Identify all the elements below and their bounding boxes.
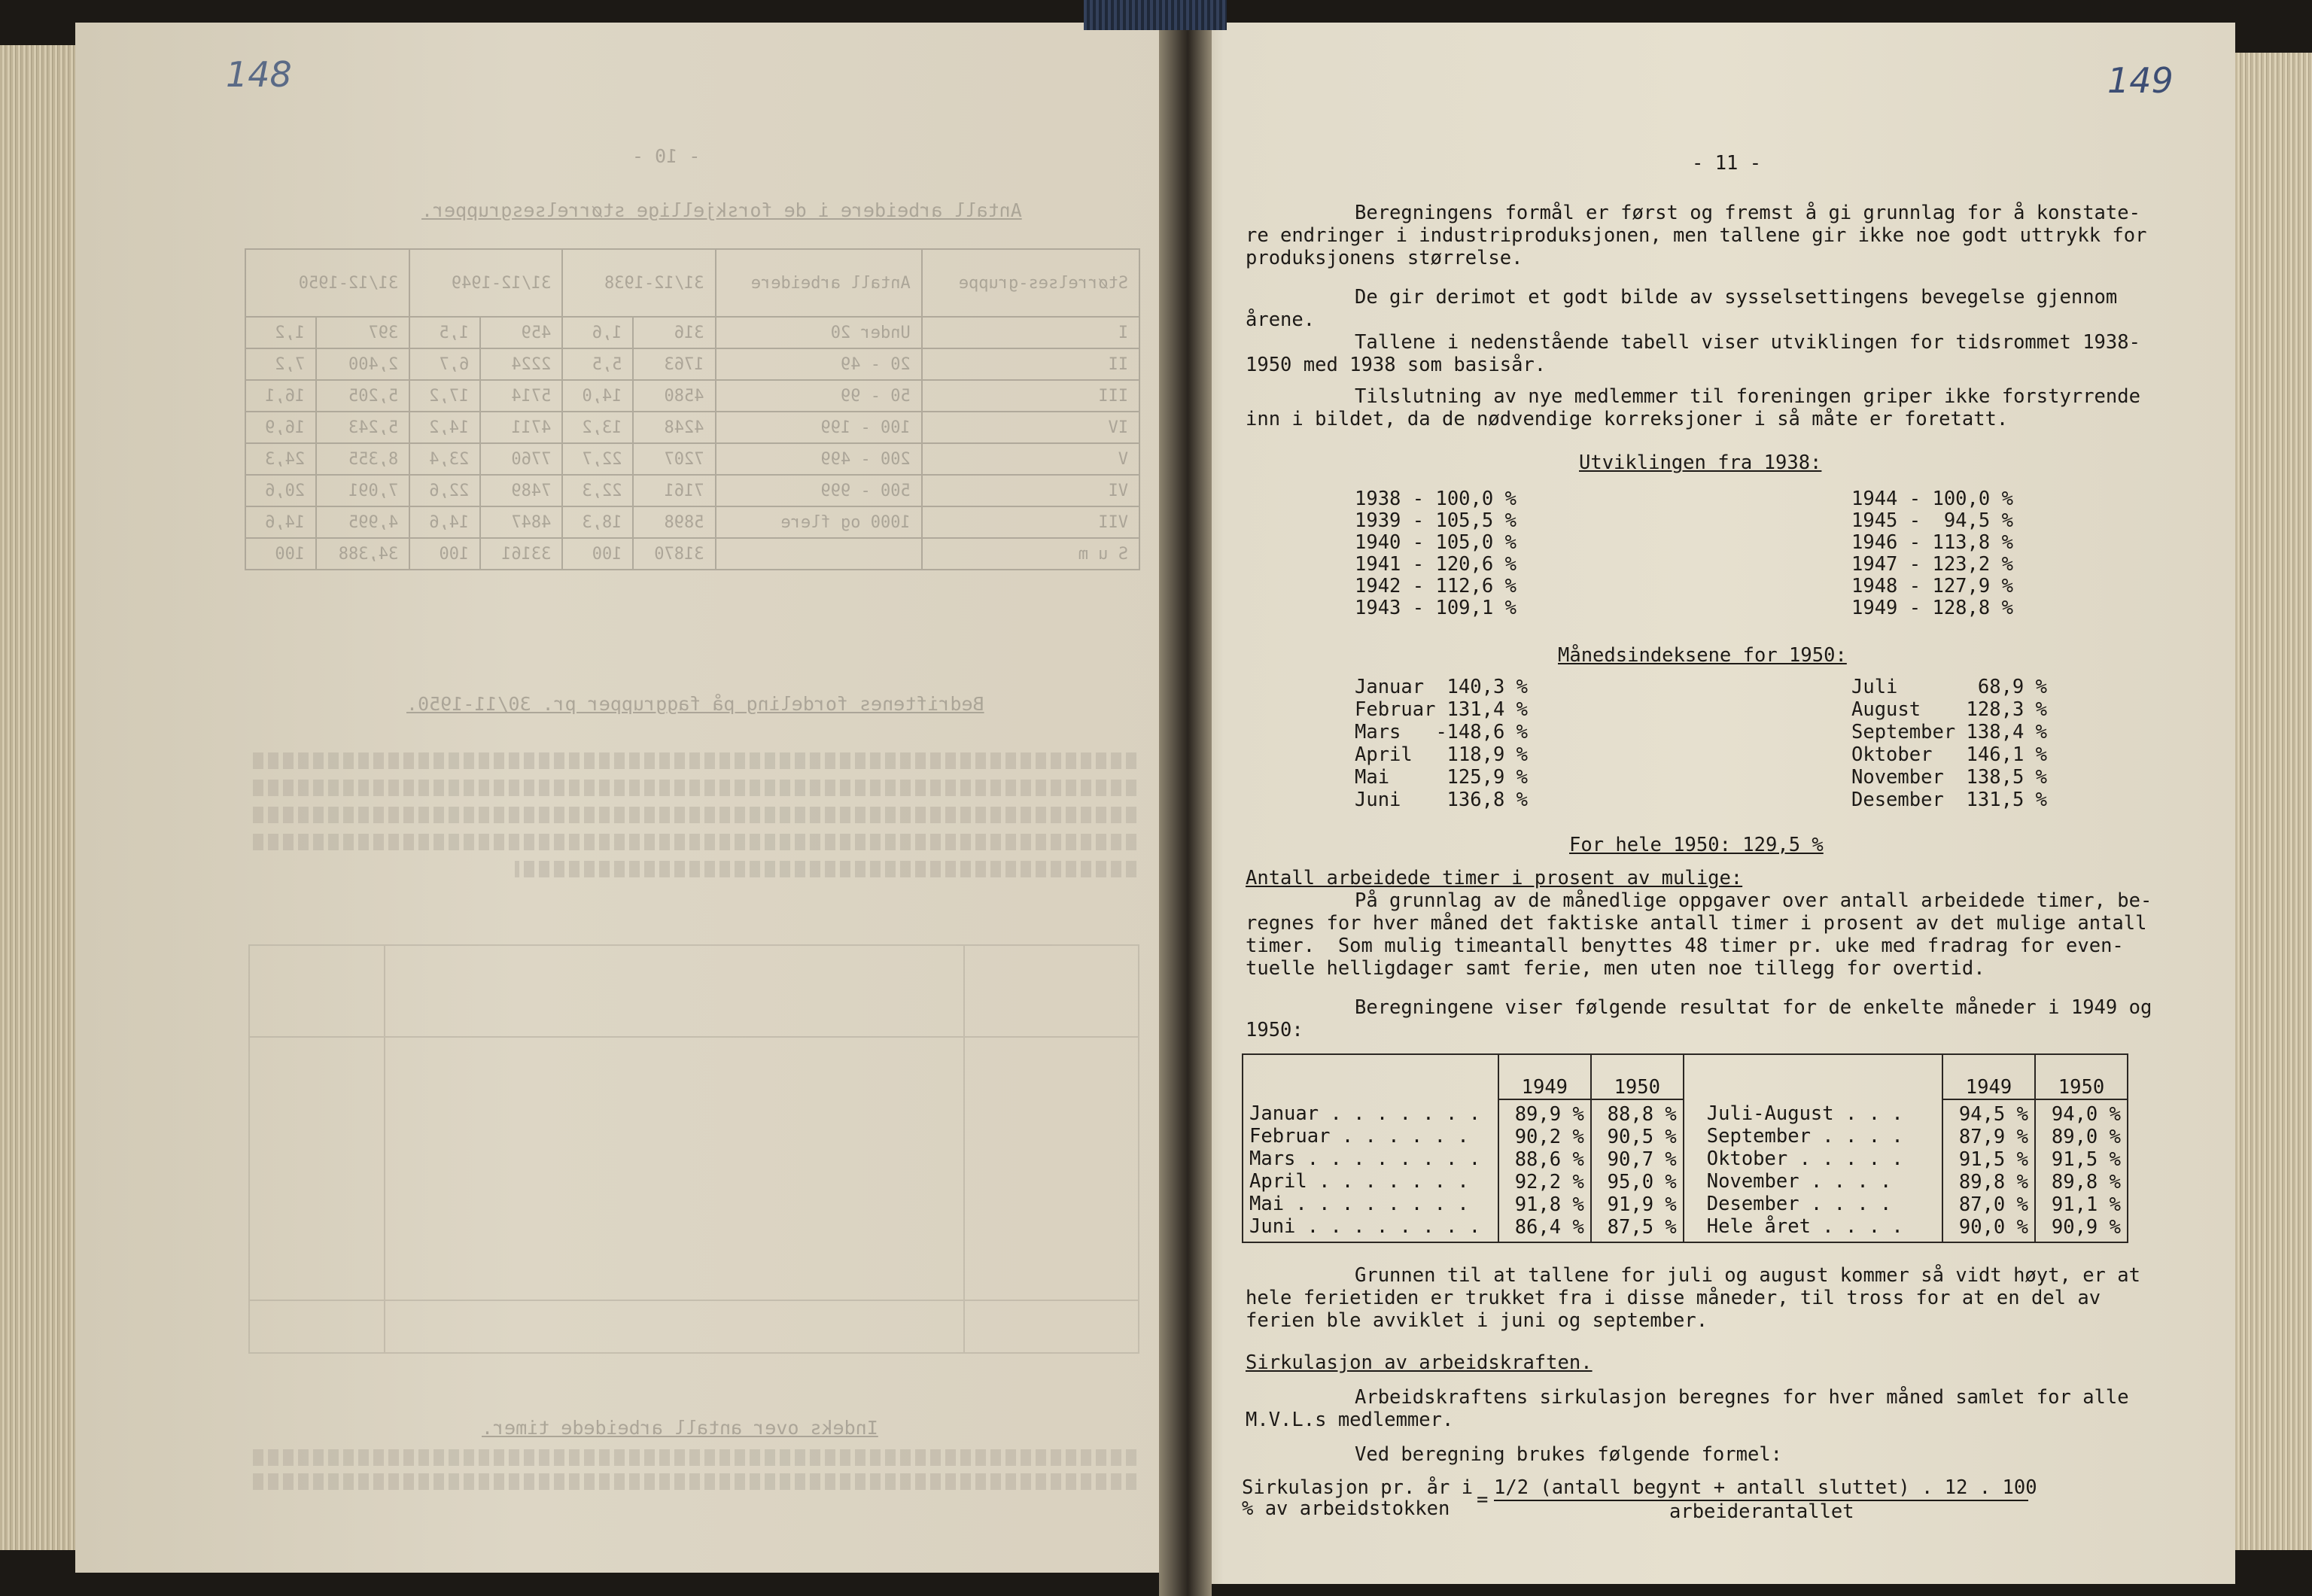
ghost-cell-0-5: 1,5 [409,317,480,348]
monthly-left-value-4: 125,9 % [1447,766,1528,789]
para1-line2: re endringer i industriproduksjonen, men tallene gir ikke noe godt uttrykk for [1246,224,2147,247]
ghost-cell-5-3: 22,3 [562,475,633,506]
table-left-month-1: Februar . . . . . . [1249,1125,1469,1148]
ghost-cell-2-7: 16,1 [245,380,316,412]
para4-line2: inn i bildet, da de nødvendige korreksjoner i så måte er foretatt. [1246,408,2009,430]
monthly-left-value-2: 148,6 % [1447,721,1528,743]
ghost-cell-1-1: 20 - 49 [716,348,922,380]
ghost-cell-1-2: 1763 [633,348,715,380]
left-heading-3: Indeks over antall arbeidede timer. [482,1417,878,1439]
ghost-cell-4-7: 24,3 [245,443,316,475]
para2-line1: De gir derimot et godt bilde av sysselsettingens bevegelse gjennom [1355,286,2118,309]
hours-title: Antall arbeidede timer i prosent av mulige: [1246,867,1743,889]
left-ghost-paragraph-2 [248,1445,1136,1505]
ghost-cell-5-5: 22,6 [409,475,480,506]
ghost-cell-2-6: 5,205 [316,380,409,412]
ghost-header-2: 31/12-1938 [562,249,715,317]
monthly-right-value-5: 131,5 % [1966,789,2047,811]
formula-numerator: 1/2 (antall begynt + antall sluttet) . 12 . 100 [1494,1476,2037,1499]
table-right-month-5: Hele året . . . . [1706,1215,1903,1238]
ghost-cell-6-7: 14,6 [245,506,316,538]
right-page-number: - 11 - [1692,152,1762,175]
ghost-header-4: 31/12-1950 [245,249,409,317]
ghost-cell-6-5: 14,6 [409,506,480,538]
circulation-line2: M.V.L.s medlemmer. [1246,1409,1454,1431]
hours-line1: På grunnlag av de månedlige oppgaver over antall arbeidede timer, be- [1355,889,2152,912]
hours-line3: timer. Som mulig timeantall benyttes 48 timer pr. uke med fradrag for even- [1246,935,2124,957]
table-right-1950-1: 89,0 % [2051,1126,2121,1148]
ghost-cell-2-4: 5714 [480,380,562,412]
ghost-cell-6-1: 1000 og flere [716,506,922,538]
table-left-1950-2: 90,7 % [1607,1148,1677,1171]
ghost-cell-0-2: 316 [633,317,715,348]
ghost-cell-4-4: 7760 [480,443,562,475]
monthly-title: Månedsindeksene for 1950: [1558,644,1847,667]
table-right-1949-5: 90,0 % [1958,1216,2028,1239]
monthly-left-month-1: Februar [1355,698,1436,721]
table-right-1950-2: 91,5 % [2051,1148,2121,1171]
monthly-left-value-5: 136,8 % [1447,789,1528,811]
ghost-cell-3-0: IV [922,412,1139,443]
para3-line1: Tallene i nedenstående tabell viser utviklingen for tidsrommet 1938- [1355,331,2140,354]
hours-results-table [1242,1053,2128,1243]
book-gutter [1159,0,1212,1596]
table-year-1949-left: 1949 [1498,1054,1591,1099]
monthly-left-month-0: Januar [1355,676,1425,698]
table-left-1949-4: 91,8 % [1514,1193,1584,1216]
reason-line2: hele ferietiden er trukket fra i disse måneder, til tross for at en del av [1246,1287,2101,1309]
ghost-cell-7-7: 100 [245,538,316,570]
left-page-number: - 10 - [632,145,701,167]
spine-binding [1084,0,1227,30]
ghost-cell-3-5: 14,2 [409,412,480,443]
table-right-month-0: Juli-August . . . [1706,1102,1903,1125]
reason-line3: ferien ble avviklet i juni og september. [1246,1309,1708,1332]
table-right-1949-3: 89,8 % [1958,1171,2028,1193]
dev-left-row-3: 1941 - 120,6 % [1355,553,1516,576]
ghost-cell-3-7: 16,9 [245,412,316,443]
ghost-cell-2-0: III [922,380,1139,412]
table-right-1950-5: 90,9 % [2051,1216,2121,1239]
dev-right-row-1: 1945 - 94,5 % [1851,509,2013,532]
monthly-right-month-0: Juli [1851,676,1898,698]
ghost-cell-1-5: 6,7 [409,348,480,380]
left-heading-2: Bedriftenes fordeling på faggrupper pr. 30/11-1950. [406,693,984,715]
table-year-1949-right: 1949 [1942,1054,2035,1099]
ghost-cell-6-3: 18,3 [562,506,633,538]
ghost-cell-3-6: 5,243 [316,412,409,443]
dev-right-row-0: 1944 - 100,0 % [1851,488,2013,510]
table-right-1950-4: 91,1 % [2051,1193,2121,1216]
whole-year-index: For hele 1950: 129,5 % [1569,834,1824,856]
monthly-right-value-4: 138,5 % [1966,766,2047,789]
ghost-header-3: 31/12-1949 [409,249,562,317]
ghost-cell-6-4: 4847 [480,506,562,538]
ghost-cell-0-6: 397 [316,317,409,348]
formula-lhs-line2: % av arbeidstokken [1242,1497,1450,1520]
circulation-title: Sirkulasjon av arbeidskraften. [1246,1351,1593,1374]
formula-equals: = [1477,1488,1489,1511]
table-right-1949-2: 91,5 % [1958,1148,2028,1171]
ghost-cell-2-1: 50 - 99 [716,380,922,412]
ghost-cell-7-0: S u m [922,538,1139,570]
ghost-cell-5-6: 7,091 [316,475,409,506]
left-ghost-table [245,248,1140,570]
ghost-cell-4-6: 8,355 [316,443,409,475]
table-left-month-3: April . . . . . . . [1249,1170,1469,1193]
ghost-header-1: Antall arbeidere [716,249,922,317]
formula-intro: Ved beregning brukes følgende formel: [1355,1443,1783,1466]
results-line1: Beregningene viser følgende resultat for de enkelte måneder i 1949 og [1355,996,2152,1019]
ghost-cell-3-3: 13,2 [562,412,633,443]
table-left-1949-3: 92,2 % [1514,1171,1584,1193]
left-heading: Antall arbeidere i de forskjellige størrelsesgrupper. [421,199,1022,221]
ghost-cell-3-4: 4711 [480,412,562,443]
dev-right-row-3: 1947 - 123,2 % [1851,553,2013,576]
table-left-1949-0: 89,9 % [1514,1103,1584,1126]
monthly-right-month-3: Oktober [1851,743,1933,766]
ghost-cell-0-7: 1,2 [245,317,316,348]
ghost-cell-1-7: 7,2 [245,348,316,380]
dev-right-row-2: 1946 - 113,8 % [1851,531,2013,554]
table-left-1949-5: 86,4 % [1514,1216,1584,1239]
monthly-left-value-3: 118,9 % [1447,743,1528,766]
table-left-month-2: Mars . . . . . . . . [1249,1148,1481,1170]
table-right-month-1: September . . . . [1706,1125,1903,1148]
formula-lhs-line1: Sirkulasjon pr. år i [1242,1476,1474,1499]
table-left-1950-5: 87,5 % [1607,1216,1677,1239]
ghost-cell-7-5: 100 [409,538,480,570]
dev-left-row-1: 1939 - 105,5 % [1355,509,1516,532]
ghost-cell-5-7: 20,6 [245,475,316,506]
ghost-cell-7-1 [716,538,922,570]
table-right-1949-1: 87,9 % [1958,1126,2028,1148]
ghost-cell-4-0: V [922,443,1139,475]
ghost-cell-6-0: VII [922,506,1139,538]
ghost-cell-2-5: 17,2 [409,380,480,412]
reason-line1: Grunnen til at tallene for juli og august kommer så vidt høyt, er at [1355,1264,2140,1287]
monthly-right-value-2: 138,4 % [1966,721,2047,743]
monthly-right-value-3: 146,1 % [1966,743,2047,766]
para3-line2: 1950 med 1938 som basisår. [1246,354,1547,376]
formula-denominator: arbeiderantallet [1669,1500,1854,1523]
dev-left-row-5: 1943 - 109,1 % [1355,597,1516,619]
ghost-cell-3-2: 4248 [633,412,715,443]
para4-line1: Tilslutning av nye medlemmer til foreningen griper ikke forstyrrende [1355,385,2140,408]
monthly-right-value-0: 68,9 % [1977,676,2047,698]
ghost-cell-6-6: 4,995 [316,506,409,538]
development-title: Utviklingen fra 1938: [1579,451,1822,474]
left-ghost-paragraph [248,745,1136,918]
dev-left-row-2: 1940 - 105,0 % [1355,531,1516,554]
ghost-cell-2-3: 14,0 [562,380,633,412]
monthly-left-value-0: 140,3 % [1447,676,1528,698]
ghost-cell-5-0: VI [922,475,1139,506]
ghost-cell-5-4: 7489 [480,475,562,506]
table-left-month-4: Mai . . . . . . . . [1249,1193,1469,1215]
ghost-cell-7-3: 100 [562,538,633,570]
para1-line1: Beregningens formål er først og fremst å gi grunnlag for å konstate- [1355,202,2140,224]
monthly-right-month-2: September [1851,721,1956,743]
table-year-1950-left: 1950 [1591,1054,1684,1099]
table-right-1950-3: 89,8 % [2051,1171,2121,1193]
ghost-cell-0-3: 1,6 [562,317,633,348]
dev-right-row-4: 1948 - 127,9 % [1851,575,2013,597]
ghost-cell-7-4: 33161 [480,538,562,570]
hours-line2: regnes for hver måned det faktiske antall timer i prosent av det mulige antall [1246,912,2147,935]
monthly-left-month-3: April [1355,743,1413,766]
table-left-1950-4: 91,9 % [1607,1193,1677,1216]
monthly-right-value-1: 128,3 % [1966,698,2047,721]
table-left-month-0: Januar . . . . . . . [1249,1102,1481,1125]
table-year-1950-right: 1950 [2035,1054,2128,1099]
table-left-month-5: Juni . . . . . . . . [1249,1215,1481,1238]
table-left-1950-3: 95,0 % [1607,1171,1677,1193]
table-right-1949-4: 87,0 % [1958,1193,2028,1216]
ghost-cell-0-0: I [922,317,1139,348]
right-handwritten-page-number: 149 [2107,60,2174,101]
hours-line4: tuelle helligdager samt ferie, men uten noe tillegg for overtid. [1246,957,1985,980]
left-ghost-table-2 [248,944,1139,1354]
ghost-cell-1-6: 2,400 [316,348,409,380]
ghost-cell-7-6: 34,388 [316,538,409,570]
para2-line2: årene. [1246,309,1316,331]
para1-line3: produksjonens størrelse. [1246,247,1523,269]
dev-left-row-0: 1938 - 100,0 % [1355,488,1516,510]
monthly-left-month-4: Mai [1355,766,1390,789]
ghost-cell-4-1: 200 - 499 [716,443,922,475]
ghost-cell-4-3: 22,7 [562,443,633,475]
ghost-cell-6-2: 5898 [633,506,715,538]
monthly-left-month-5: Juni [1355,789,1401,811]
ghost-cell-1-4: 2224 [480,348,562,380]
circulation-line1: Arbeidskraftens sirkulasjon beregnes for hver måned samlet for alle [1355,1386,2129,1409]
table-right-month-2: Oktober . . . . . [1706,1148,1903,1170]
monthly-right-month-4: November [1851,766,1944,789]
ghost-cell-1-0: II [922,348,1139,380]
ghost-cell-4-2: 7207 [633,443,715,475]
dev-left-row-4: 1942 - 112,6 % [1355,575,1516,597]
ghost-cell-7-2: 31870 [633,538,715,570]
table-right-month-4: Desember . . . . [1706,1193,1892,1215]
monthly-right-month-1: August [1851,698,1921,721]
monthly-left-value-1: 131,4 % [1447,698,1528,721]
ghost-cell-3-1: 100 - 199 [716,412,922,443]
monthly-left-month-2: Mars - [1355,721,1447,743]
monthly-right-month-5: Desember [1851,789,1944,811]
left-handwritten-page-number: 148 [226,54,292,95]
table-right-1949-0: 94,5 % [1958,1103,2028,1126]
ghost-cell-4-5: 23,4 [409,443,480,475]
table-left-1949-1: 90,2 % [1514,1126,1584,1148]
table-left-1950-0: 88,8 % [1607,1103,1677,1126]
ghost-cell-0-4: 459 [480,317,562,348]
table-left-1949-2: 88,6 % [1514,1148,1584,1171]
table-right-month-3: November . . . . [1706,1170,1892,1193]
ghost-cell-2-2: 4580 [633,380,715,412]
dev-right-row-5: 1949 - 128,8 % [1851,597,2013,619]
ghost-cell-5-2: 7161 [633,475,715,506]
results-line2: 1950: [1246,1019,1304,1041]
table-left-1950-1: 90,5 % [1607,1126,1677,1148]
ghost-cell-1-3: 5,5 [562,348,633,380]
ghost-header-0: Størrelses-gruppe [922,249,1139,317]
ghost-cell-0-1: Under 20 [716,317,922,348]
table-right-1950-0: 94,0 % [2051,1103,2121,1126]
ghost-cell-5-1: 500 - 999 [716,475,922,506]
